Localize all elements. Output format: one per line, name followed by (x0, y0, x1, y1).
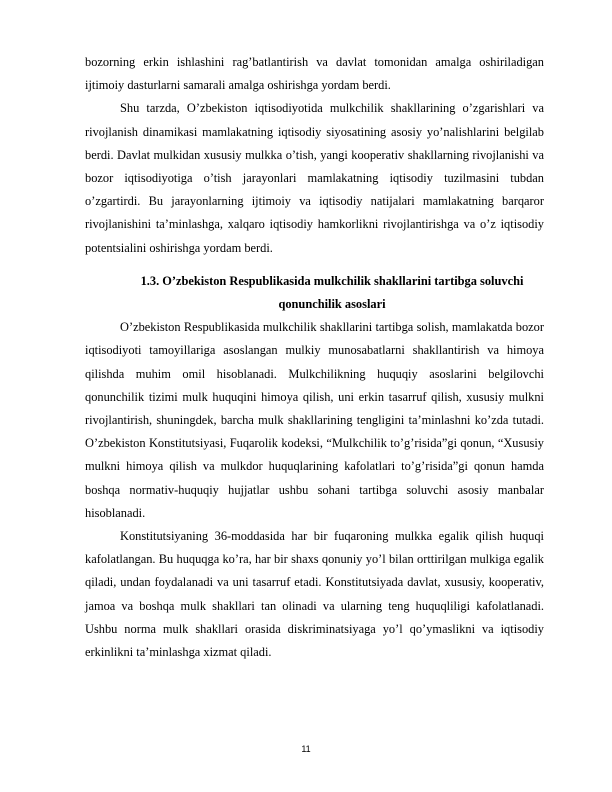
paragraph-intro: O’zbekiston Respublikasida mulkchilik shakllarini tartibga solish, mamlakatda bozor iqtisodiyoti tamoyillariga asoslangan mulkiy munosabatlarni shakllantirish va himoya qilishda muhim omil hisoblanadi. Mulkchilikning huquqiy asoslarini belgilovchi qonunchilik tizimi mulk huquqini himoya qilish, uni erkin tasarruf qilish, xususiy mulkni rivojlantirish, shuningdek, barcha mulk shakllarining tengligini ta’minlashni ko’zda tutadi. O’zbekiston Konstitutsiyasi, Fuqarolik kodeksi, “Mulkchilik to’g’risida”gi qonun, “Xususiy mulkni himoya qilish va mulkdor huquqlarining kafolatlari to’g’risida”gi qonun hamda boshqa normativ-huquqiy hujjatlar ushbu sohani tartibga soluvchi asosiy manbalar hisoblanadi. (85, 320, 544, 520)
paragraph-summary: Shu tarzda, O’zbekiston iqtisodiyotida mulkchilik shakllarining o’zgarishlari va rivojlanish dinamikasi mamlakatning iqtisodiy siyosatining asosiy yo’nalishlarini belgilab berdi. Davlat mulkidan xususiy mulkka o’tish, yangi kooperativ shakllarning rivojlanishi va bozor iqtisodiyotiga o’tish jarayonlari mamlakatning iqtisodiy tuzilmasini tubdan o’zgartirdi. Bu jarayonlarning ijtimoiy va iqtisodiy natijalari mamlakatning barqaror rivojlanishini ta’minlashga, xalqaro iqtisodiy hamkorlikni rivojlantirishga va o’z iqtisodiy potentsialini oshirishga yordam berdi. (85, 101, 544, 255)
section-heading: 1.3. O’zbekiston Respublikasida mulkchilik shakllarini tartibga soluvchi qonunchilik asoslari (140, 273, 524, 312)
page-number: 11 (301, 744, 311, 754)
paragraph-constitution: Konstitutsiyaning 36-moddasida har bir fuqaroning mulkka egalik qilish huquqi kafolatlangan. Bu huquqga ko’ra, har bir shaxs qonuniy yo’l bilan orttirilgan mulkiga egalik qiladi, undan foydalanadi va uni tasarruf etadi. Konstitutsiyada davlat, xususiy, kooperativ, jamoa va boshqa mulk shakllari tan olinadi va ularning teng huquqliligi kafolatlanadi. Ushbu norma mulk shakllari orasida diskriminatsiyaga yo’l qo’ymaslikni va iqtisodiy erkinlikni ta’minlashga xizmat qiladi. (85, 529, 544, 660)
paragraph-continuation: bozorning erkin ishlashini rag’batlantirish va davlat tomonidan amalga oshiriladigan ijtimoiy dasturlarni samarali amalga oshirishga yordam berdi. (85, 55, 544, 93)
document-page (85, 51, 544, 664)
